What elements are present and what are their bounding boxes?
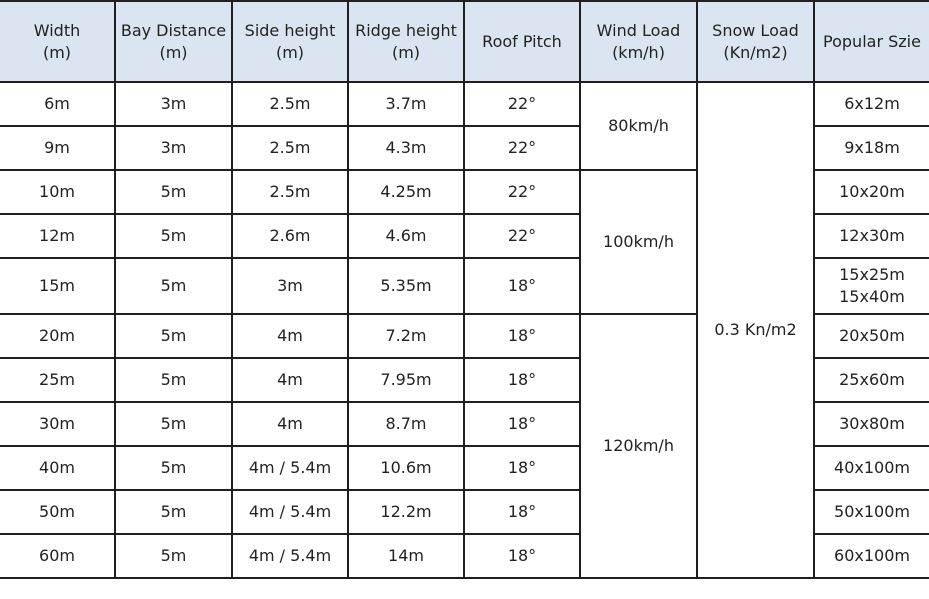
cell-popular-size: 10x20m <box>814 170 929 214</box>
cell-width: 9m <box>0 126 115 170</box>
cell-bay-distance: 3m <box>115 126 232 170</box>
cell-side-height: 4m <box>232 402 348 446</box>
header-width: Width (m) <box>0 1 115 82</box>
header-snow-load: Snow Load (Kn/m2) <box>697 1 814 82</box>
cell-side-height: 2.5m <box>232 170 348 214</box>
header-side-height: Side height (m) <box>232 1 348 82</box>
cell-popular-size: 6x12m <box>814 82 929 126</box>
cell-width: 40m <box>0 446 115 490</box>
cell-popular-size: 40x100m <box>814 446 929 490</box>
cell-ridge-height: 4.3m <box>348 126 464 170</box>
cell-wind-load: 100km/h <box>580 170 697 314</box>
table-row <box>0 82 929 126</box>
cell-popular-size <box>814 258 929 314</box>
cell-ridge-height: 5.35m <box>348 258 464 314</box>
cell-popular-size: 9x18m <box>814 126 929 170</box>
cell-width: 60m <box>0 534 115 578</box>
cell-ridge-height: 4.25m <box>348 170 464 214</box>
cell-bay-distance: 5m <box>115 534 232 578</box>
header-popular-size: Popular Szie <box>814 1 929 82</box>
cell-bay-distance: 5m <box>115 214 232 258</box>
cell-ridge-height: 10.6m <box>348 446 464 490</box>
cell-snow-load: 0.3 Kn/m2 <box>697 82 814 578</box>
cell-bay-distance: 3m <box>115 82 232 126</box>
cell-width: 30m <box>0 402 115 446</box>
cell-bay-distance: 5m <box>115 170 232 214</box>
cell-side-height: 4m / 5.4m <box>232 446 348 490</box>
cell-bay-distance: 5m <box>115 258 232 314</box>
popular-size-line: 15x40m <box>839 287 905 306</box>
cell-ridge-height: 8.7m <box>348 402 464 446</box>
cell-width: 6m <box>0 82 115 126</box>
header-wind-load: Wind Load (km/h) <box>580 1 697 82</box>
cell-side-height: 4m / 5.4m <box>232 490 348 534</box>
cell-popular-size: 20x50m <box>814 314 929 358</box>
cell-popular-size: 50x100m <box>814 490 929 534</box>
cell-roof-pitch: 18° <box>464 490 580 534</box>
header-ridge-height: Ridge height (m) <box>348 1 464 82</box>
cell-side-height: 4m <box>232 314 348 358</box>
cell-width: 15m <box>0 258 115 314</box>
cell-roof-pitch: 22° <box>464 126 580 170</box>
cell-side-height: 2.5m <box>232 126 348 170</box>
cell-side-height: 4m / 5.4m <box>232 534 348 578</box>
cell-side-height: 4m <box>232 358 348 402</box>
cell-width: 50m <box>0 490 115 534</box>
cell-bay-distance: 5m <box>115 314 232 358</box>
header-row <box>0 1 929 82</box>
cell-width: 25m <box>0 358 115 402</box>
cell-roof-pitch: 18° <box>464 402 580 446</box>
cell-ridge-height: 12.2m <box>348 490 464 534</box>
cell-wind-load: 120km/h <box>580 314 697 578</box>
cell-ridge-height: 7.2m <box>348 314 464 358</box>
cell-popular-size: 12x30m <box>814 214 929 258</box>
cell-bay-distance: 5m <box>115 358 232 402</box>
cell-wind-load: 80km/h <box>580 82 697 170</box>
cell-roof-pitch: 18° <box>464 258 580 314</box>
cell-roof-pitch: 22° <box>464 214 580 258</box>
cell-bay-distance: 5m <box>115 446 232 490</box>
cell-roof-pitch: 18° <box>464 358 580 402</box>
cell-ridge-height: 7.95m <box>348 358 464 402</box>
cell-side-height: 2.5m <box>232 82 348 126</box>
cell-popular-size: 30x80m <box>814 402 929 446</box>
cell-roof-pitch: 22° <box>464 170 580 214</box>
header-roof-pitch: Roof Pitch <box>464 1 580 82</box>
cell-bay-distance: 5m <box>115 490 232 534</box>
cell-popular-size: 60x100m <box>814 534 929 578</box>
cell-width: 20m <box>0 314 115 358</box>
header-bay-distance: Bay Distance (m) <box>115 1 232 82</box>
cell-side-height: 2.6m <box>232 214 348 258</box>
cell-bay-distance: 5m <box>115 402 232 446</box>
cell-ridge-height: 14m <box>348 534 464 578</box>
cell-roof-pitch: 18° <box>464 446 580 490</box>
cell-width: 12m <box>0 214 115 258</box>
cell-width: 10m <box>0 170 115 214</box>
cell-roof-pitch: 18° <box>464 534 580 578</box>
popular-size-line: 15x25m <box>839 265 905 284</box>
cell-ridge-height: 3.7m <box>348 82 464 126</box>
cell-roof-pitch: 18° <box>464 314 580 358</box>
cell-side-height: 3m <box>232 258 348 314</box>
cell-roof-pitch: 22° <box>464 82 580 126</box>
cell-ridge-height: 4.6m <box>348 214 464 258</box>
cell-popular-size: 25x60m <box>814 358 929 402</box>
